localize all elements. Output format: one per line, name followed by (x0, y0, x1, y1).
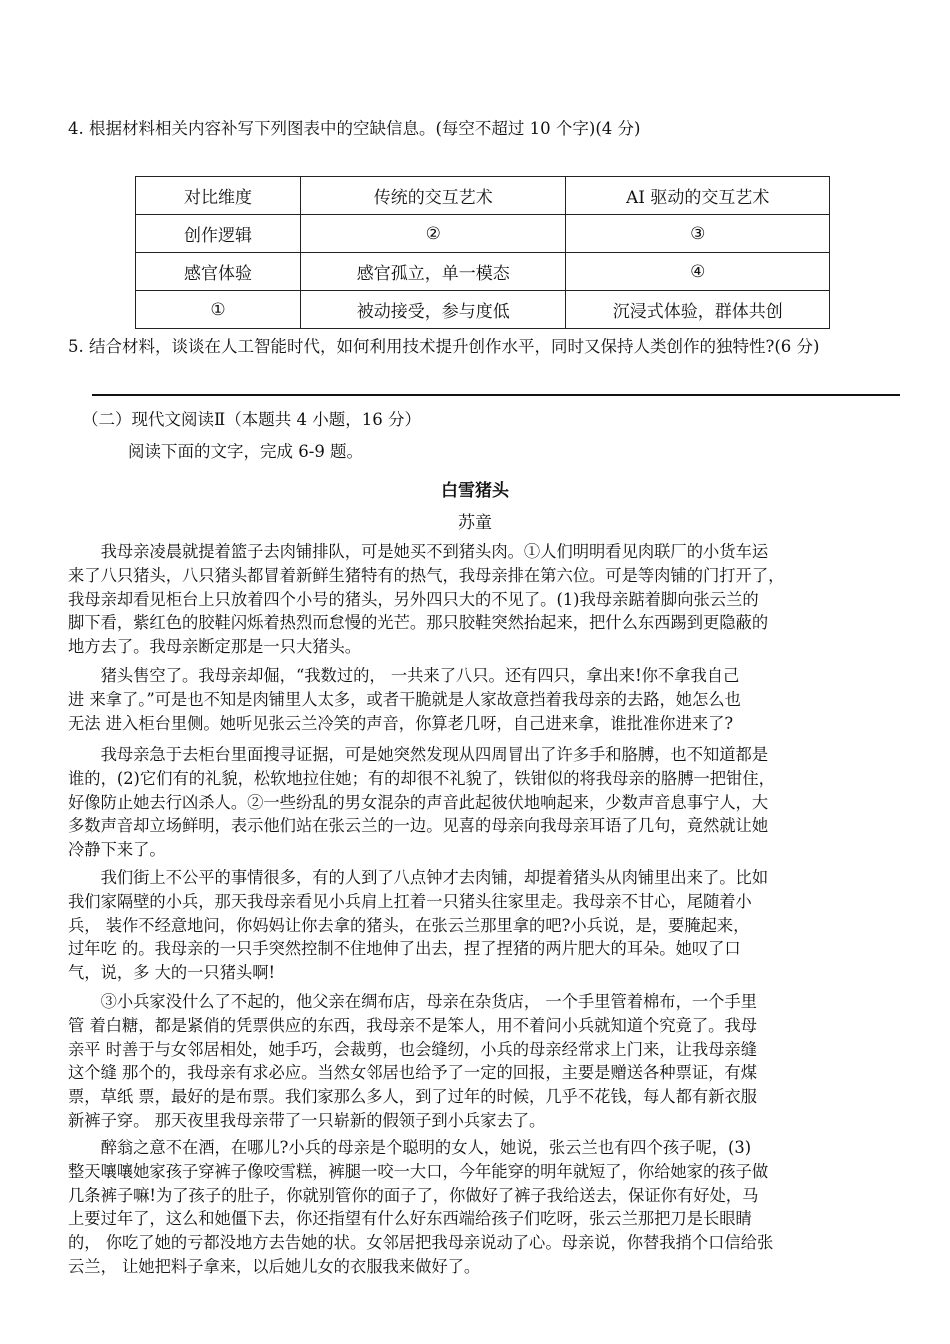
text-line: 整天嚷嚷她家孩子穿裤子像咬雪糕，裤腿一咬一大口，今年能穿的明年就短了，你给她家的孩子做 (68, 1161, 769, 1181)
table-row (136, 291, 830, 329)
text-line: 无法 进入柜台里侧。她听见张云兰冷笑的声音，你算老几呀，自己进来拿，谁批准你进来了? (68, 713, 734, 733)
text-line: 我母亲急于去柜台里面搜寻证据，可是她突然发现从四周冒出了许多手和胳膊，也不知道都是 (68, 745, 769, 764)
text-line: 上要过年了，这么和她僵下去，你还指望有什么好东西端给孩子们吃呀，张云兰那把刀是长眼睛 (68, 1209, 752, 1229)
table-cell: 被动接受，参与度低 (301, 291, 566, 329)
table-cell: ④ (566, 253, 830, 291)
text-line: 我母亲凌晨就提着篮子去肉铺排队，可是她买不到猪头肉。①人们明明看见肉联厂的小货车运 (68, 542, 769, 561)
text-line: 醉翁之意不在酒，在哪儿?小兵的母亲是个聪明的女人，她说，张云兰也有四个孩子呢，(3) (68, 1138, 752, 1157)
text-line: 的， 你吃了她的亏都没地方去告她的状。女邻居把我母亲说动了心。母亲说，你替我捎个口信给张 (68, 1233, 774, 1253)
text-line: 票，草纸 票，最好的是布票。我们家那么多人，到了过年的时候，几乎不花钱，每人都有新衣服 (68, 1087, 757, 1107)
table-header-row (136, 177, 830, 215)
text-line: 冷静下来了。 (68, 840, 166, 860)
paragraph-5 (68, 990, 908, 1133)
table-cell: ① (136, 291, 301, 329)
text-line: 亲平 时善于与女邻居相处，她手巧，会裁剪，也会缝纫，小兵的母亲经常求上门来，让我母亲缝 (68, 1039, 757, 1059)
paragraph-2 (68, 664, 908, 735)
paragraph-6 (68, 1136, 908, 1279)
text-line: 多数声音却立场鲜明，表示他们站在张云兰的一边。见喜的母亲向我母亲耳语了几句，竟然就让她 (68, 816, 769, 836)
text-line: 猪头售空了。我母亲却倔，“我数过的， 一共来了八只。还有四只，拿出来!你不拿我自己 (68, 666, 740, 685)
article-title: 白雪猪头 (441, 481, 509, 501)
text-line: 脚下看，紫红色的胶鞋闪烁着热烈而怠慢的光芒。那只胶鞋突然抬起来，把什么东西踢到更隐蔽的 (68, 613, 769, 633)
table-header-cell: 对比维度 (136, 177, 301, 215)
text-line: 好像防止她去行凶杀人。②一些纷乱的男女混杂的声音此起彼伏地响起来，少数声音息事宁人，大 (68, 792, 769, 812)
section-heading: （二）现代文阅读Ⅱ（本题共 4 小题，16 分） (82, 410, 421, 429)
text-line: 兵， 装作不经意地问，你妈妈让你去拿的猪头，在张云兰那里拿的吧?小兵说，是，要腌起来， (68, 915, 750, 935)
table-row (136, 253, 830, 291)
table-cell: 感官体验 (136, 253, 301, 291)
table-header-cell: AI 驱动的交互艺术 (566, 177, 830, 215)
text-line: 地方去了。我母亲断定那是一只大猪头。 (68, 637, 362, 657)
text-line: 我母亲却看见柜台上只放着四个小号的猪头，另外四只大的不见了。(1)我母亲踮着脚向张云兰的 (68, 589, 759, 609)
reading-instruction: 阅读下面的文字，完成 6-9 题。 (128, 442, 364, 461)
question-4: 4. 根据材料相关内容补写下列图表中的空缺信息。(每空不超过 10 个字)(4 分) (68, 119, 641, 138)
text-line: ③小兵家没什么了不起的，他父亲在绸布店，母亲在杂货店， 一个手里管着棉布，一个手里 (68, 992, 757, 1011)
text-line: 新裤子穿。 那天夜里我母亲带了一只崭新的假领子到小兵家去了。 (68, 1110, 546, 1130)
text-line: 气，说，多 大的一只猪头啊! (68, 963, 276, 983)
text-line: 管 着白糖，都是紧俏的凭票供应的东西，我母亲不是笨人，用不着问小兵就知道个究竟了。我母 (68, 1015, 757, 1035)
paragraph-4 (68, 866, 908, 985)
text-line: 云兰， 让她把料子拿来，以后她儿女的衣服我来做好了。 (68, 1256, 481, 1276)
comparison-table (135, 176, 830, 329)
text-line: 几条裤子嘛!为了孩子的肚子，你就别管你的面子了，你做好了裤子我给送去，保证你有好处，马 (68, 1185, 759, 1205)
answer-line (92, 394, 900, 396)
text-line: 我们家隔壁的小兵，那天我母亲看见小兵肩上扛着一只猪头往家里走。我母亲不甘心，尾随着小 (68, 891, 752, 911)
text-line: 这个缝 那个的，我母亲有求必应。当然女邻居也给予了一定的回报，主要是赠送各种票证，有煤 (68, 1063, 757, 1083)
text-line: 我们街上不公平的事情很多，有的人到了八点钟才去肉铺，却提着猪头从肉铺里出来了。比如 (68, 868, 769, 887)
paragraph-1 (68, 540, 908, 659)
text-line: 来了八只猪头，八只猪头都冒着新鲜生猪特有的热气，我母亲排在第六位。可是等肉铺的门打开了， (68, 565, 785, 585)
text-line: 过年吃 的。我母亲的一只手突然控制不住地伸了出去，捏了捏猪的两片肥大的耳朵。她叹了口 (68, 939, 741, 959)
text-line: 进 来拿了。”可是也不知是肉铺里人太多，或者干脆就是人家故意挡着我母亲的去路，她怎么也 (68, 689, 741, 709)
table-cell: ② (301, 215, 566, 253)
article-author: 苏童 (458, 513, 492, 533)
table-cell: ③ (566, 215, 830, 253)
question-5: 5. 结合材料，谈谈在人工智能时代，如何利用技术提升创作水平，同时又保持人类创作的独特性?(6 分) (68, 337, 820, 356)
table-cell: 创作逻辑 (136, 215, 301, 253)
table-header-cell: 传统的交互艺术 (301, 177, 566, 215)
paragraph-3 (68, 743, 908, 862)
text-line: 谁的，(2)它们有的礼貌，松软地拉住她；有的却很不礼貌了，铁钳似的将我母亲的胳膊一把钳住， (68, 768, 775, 788)
table-cell: 感官孤立，单一模态 (301, 253, 566, 291)
table-row (136, 215, 830, 253)
table-cell: 沉浸式体验，群体共创 (566, 291, 830, 329)
